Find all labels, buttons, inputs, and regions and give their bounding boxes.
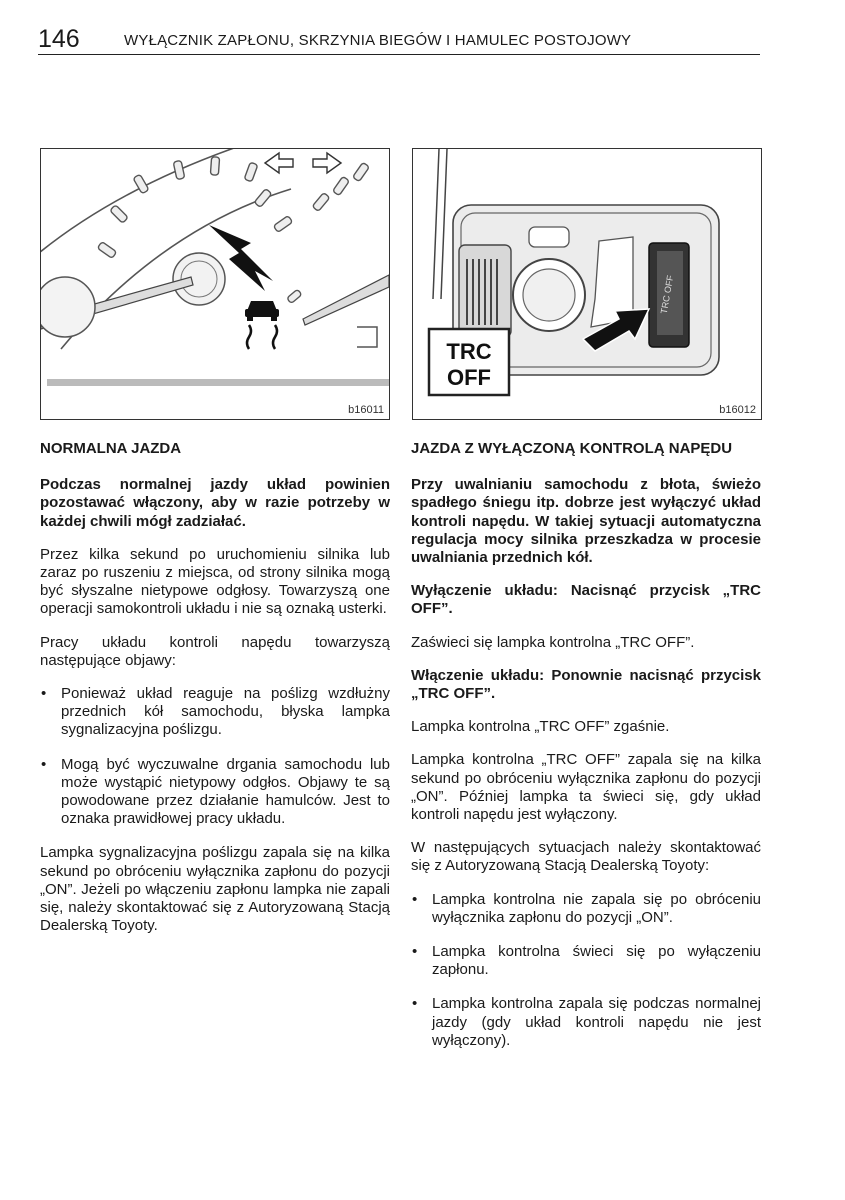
figure-code: b16012 xyxy=(719,404,756,416)
right-column xyxy=(411,440,761,1066)
trc-label-line2: OFF xyxy=(447,365,491,390)
paragraph: Zaświeci się lampka kontrolna „TRC OFF”. xyxy=(411,633,695,651)
chapter-title: WYŁĄCZNIK ZAPŁONU, SKRZYNIA BIEGÓW I HAMULEC POSTOJOWY xyxy=(124,32,632,49)
section-heading: NORMALNA JAZDA xyxy=(40,440,182,457)
gauge-illustration xyxy=(41,149,389,419)
instruction-on: Włączenie układu: Ponownie nacisnąć przycisk „TRC OFF”. xyxy=(411,666,761,703)
left-column xyxy=(40,440,390,950)
bullet-list xyxy=(411,891,761,1050)
paragraph: Lampka sygnalizacyjna poślizgu zapala się na kilka sekund po obróceniu wyłącznika zapłonu do pozycji „ON”. Jeżeli po włączeniu zapłonu lampka nie zapali się, należy skontaktować się z Autoryzowaną Stacją Dealerską Toyoty. xyxy=(40,844,390,935)
list-item: • Lampka kontrolna świeci się po wyłączeniu zapłonu. xyxy=(411,943,761,979)
paragraph: Lampka kontrolna „TRC OFF” zgaśnie. xyxy=(411,718,670,736)
figure-code: b16011 xyxy=(348,404,384,416)
switch-button-label: TRC OFF xyxy=(658,274,676,315)
paragraph: Lampka kontrolna „TRC OFF” zapala się na kilka sekund po obróceniu wyłącznika zapłonu do pozycji „ON”. Później lampka ta świeci się, gdy układ kontroli napędu jest wyłączony. xyxy=(411,751,761,824)
paragraph: W następujących sytuacjach należy skontaktować się z Autoryzowaną Stacją Dealerską Toyoty: xyxy=(411,839,761,875)
slip-indicator-icon xyxy=(245,301,279,349)
list-item: • Lampka kontrolna nie zapala się po obróceniu wyłącznika zapłonu do pozycji „ON”. xyxy=(411,891,761,927)
turn-arrow-icons xyxy=(265,153,341,173)
list-item: • Mogą być wyczuwalne drgania samochodu lub może wystąpić nietypowy odgłos. Objawy te są powodowane przez działanie hamulców. Jest to oznaka prawidłowej pracy układu. xyxy=(40,756,390,829)
page-header xyxy=(38,24,760,55)
paragraph: Pracy układu kontroli napędu towarzyszą następujące objawy: xyxy=(40,633,390,669)
intro-bold: Podczas normalnej jazdy układ powinien pozostawać włączony, aby w razie potrzeby w każdej chwili mógł zadziałać. xyxy=(40,476,390,530)
page-number: 146 xyxy=(38,25,80,53)
instruction-off: Wyłączenie układu: Nacisnąć przycisk „TRC OFF”. xyxy=(411,582,761,618)
intro-bold: Przy uwalnianiu samochodu z błota, świeżo spadłego śniegu itp. dobrze jest wyłączyć układ kontroli napędu. W takiej sytuacji automatyczna regulacja mocy silnika przeszkadza w procesie uwalniania przednich kół. xyxy=(411,476,761,567)
trc-label-line1: TRC xyxy=(446,339,492,364)
figure-trc-switch xyxy=(412,148,762,420)
list-item: • Ponieważ układ reaguje na poślizg wzdłużny przednich kół samochodu, błyska lampka sygnalizacyjna poślizgu. xyxy=(40,685,390,740)
list-item: • Lampka kontrolna zapala się podczas normalnej jazdy (gdy układ kontroli napędu nie jest wyłączony). xyxy=(411,995,761,1050)
paragraph: Przez kilka sekund po uruchomieniu silnika lub zaraz po ruszeniu z miejsca, od strony silnika mogą być słyszalne nietypowe odgłosy. Towarzyszą one operacji samokontroli układu i nie są oznaką usterki. xyxy=(40,545,390,618)
switch-panel-illustration xyxy=(413,149,761,419)
figure-instrument-cluster xyxy=(40,148,390,420)
section-heading: JAZDA Z WYŁĄCZONĄ KONTROLĄ NAPĘDU xyxy=(411,440,733,457)
bullet-list xyxy=(40,685,390,828)
